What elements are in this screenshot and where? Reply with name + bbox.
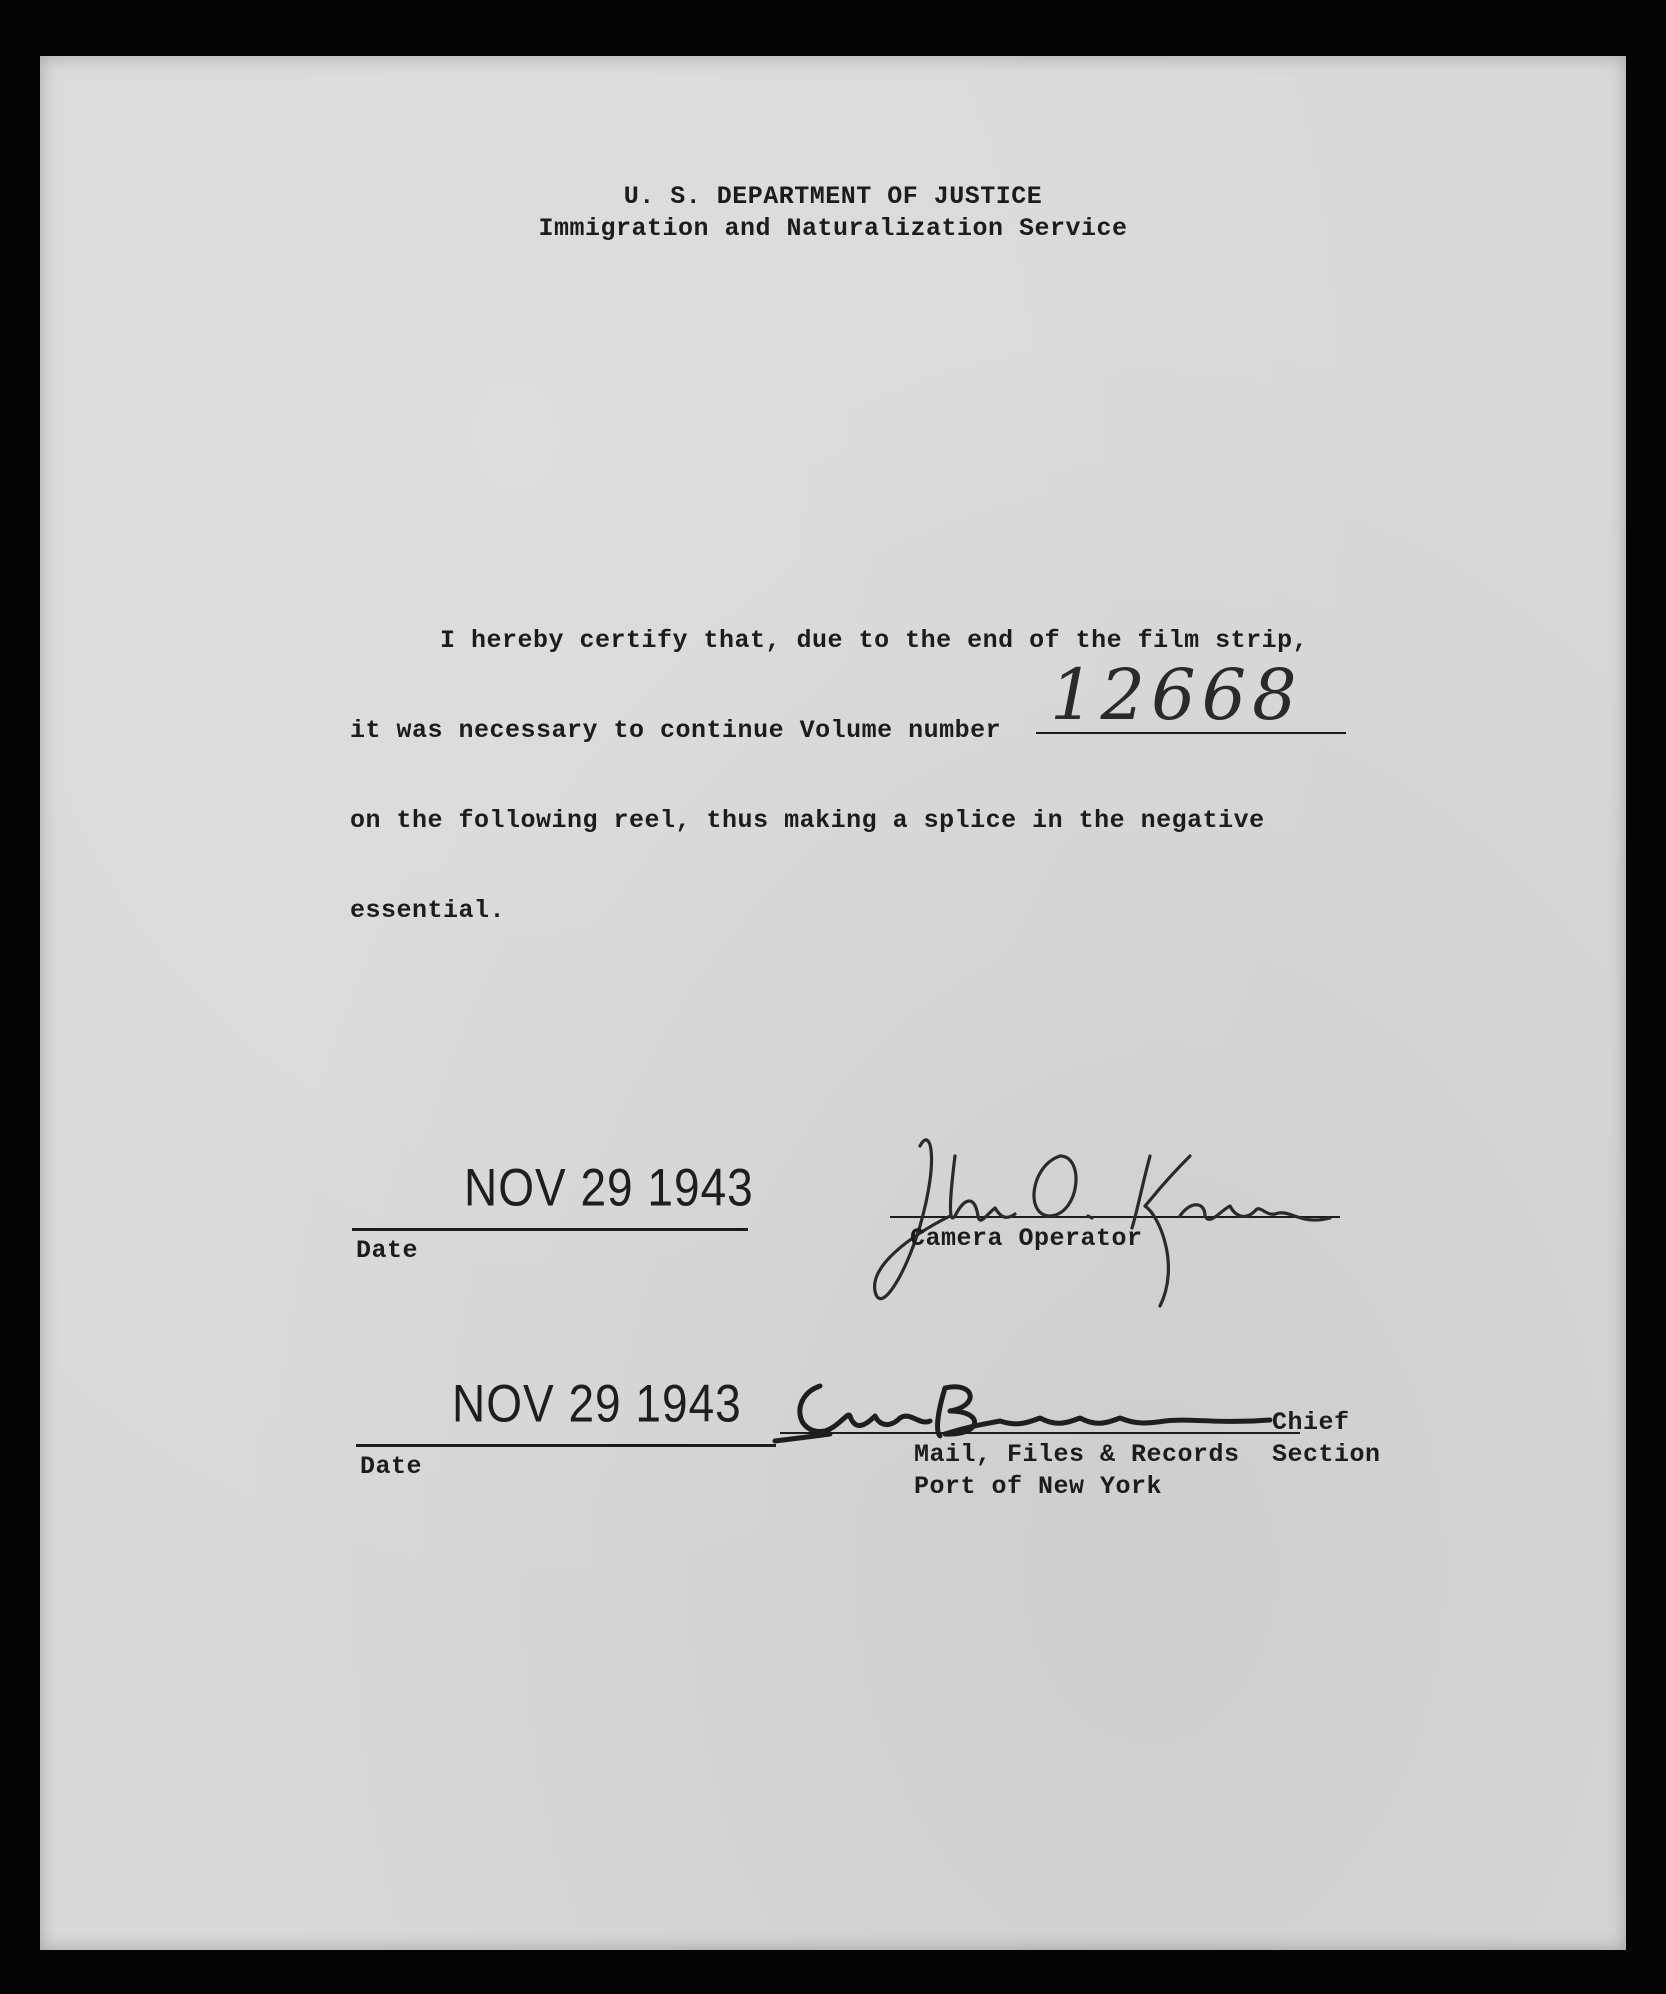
body-line-2-prefix: it was necessary to continue Volume number bbox=[350, 716, 1002, 745]
date-line-1 bbox=[352, 1228, 748, 1231]
title-port: Port of New York bbox=[914, 1472, 1163, 1501]
date-label-1: Date bbox=[356, 1236, 419, 1265]
date-line-2 bbox=[356, 1444, 776, 1447]
date-stamp-1: NOV 29 1943 bbox=[464, 1157, 754, 1217]
body-line-1: I hereby certify that, due to the end of the film strip, bbox=[440, 626, 1309, 655]
title-chief: Chief bbox=[1272, 1408, 1350, 1437]
body-line-3: on the following reel, thus making a splice in the negative bbox=[350, 806, 1265, 835]
signer-title-camera-operator: Camera Operator bbox=[910, 1224, 1143, 1253]
signature-camera-operator bbox=[860, 1116, 1340, 1316]
body-line-4: essential. bbox=[350, 896, 506, 925]
title-section: Section bbox=[1272, 1440, 1381, 1469]
date-label-2: Date bbox=[360, 1452, 423, 1481]
header-service: Immigration and Naturalization Service bbox=[538, 214, 1128, 243]
header-department: U. S. DEPARTMENT OF JUSTICE bbox=[623, 182, 1043, 211]
volume-number-handwritten: 12668 bbox=[1050, 654, 1303, 736]
document-page bbox=[40, 56, 1626, 1950]
title-office: Mail, Files & Records bbox=[914, 1440, 1240, 1469]
date-stamp-2: NOV 29 1943 bbox=[452, 1373, 742, 1433]
